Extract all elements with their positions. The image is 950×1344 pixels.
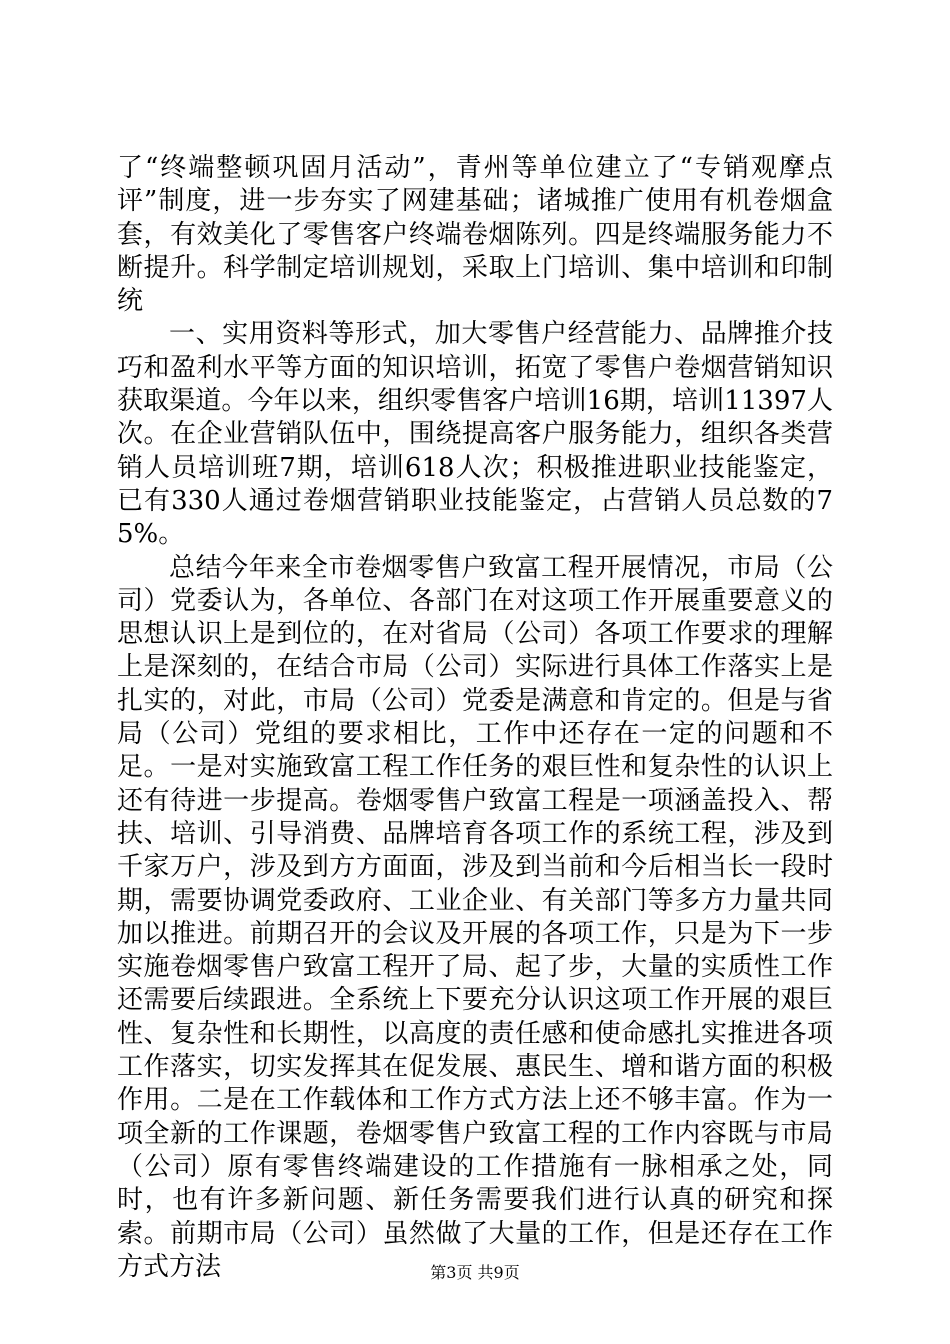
paragraph-1: 了“终端整顿巩固月活动”，青州等单位建立了“专销观摩点评”制度，进一步夯实了网建基础；诸城推广使用有机卷烟盒套，有效美化了零售客户终端卷烟陈列。四是终端服务能力不断提升。科学制定培训规划，采取上门培训、集中培训和印制统 [117, 153, 833, 317]
document-body [117, 152, 833, 1284]
paragraph-3: 总结今年来全市卷烟零售户致富工程开展情况，市局（公司）党委认为，各单位、各部门在对这项工作开展重要意义的思想认识上是到位的，在对省局（公司）各项工作要求的理解上是深刻的，在结合市局（公司）实际进行具体工作落实上是扎实的，对此，市局（公司）党委是满意和肯定的。但是与省局（公司）党组的要求相比，工作中还存在一定的问题和不足。一是对实施致富工程工作任务的艰巨性和复杂性的认识上还有待进一步提高。卷烟零售户致富工程是一项涵盖投入、帮扶、培训、引导消费、品牌培育各项工作的系统工程，涉及到千家万户，涉及到方方面面，涉及到当前和今后相当长一段时期，需要协调党委政府、工业企业、有关部门等多方力量共同加以推进。前期召开的会议及开展的各项工作，只是为下一步实施卷烟零售户致富工程开了局、起了步，大量的实质性工作还需要后续跟进。全系统上下要充分认识这项工作开展的艰巨性、复杂性和长期性，以高度的责任感和使命感扎实推进各项工作落实，切实发挥其在促发展、惠民生、增和谐方面的积极作用。二是在工作载体和工作方式方法上还不够丰富。作为一项全新的工作课题，卷烟零售户致富工程的工作内容既与市局（公司）原有零售终端建设的工作措施有一脉相承之处，同时，也有许多新问题、新任务需要我们进行认真的研究和探索。前期市局（公司）虽然做了大量的工作，但是还存在工作方式方法 [117, 552, 833, 1282]
page-number-footer: 第3页 共9页 [430, 1263, 520, 1282]
paragraph-2: 一、实用资料等形式，加大零售户经营能力、品牌推介技巧和盈利水平等方面的知识培训，拓宽了零售户卷烟营销知识获取渠道。今年以来，组织零售客户培训16期，培训11397人次。在企业营销队伍中，围绕提高客户服务能力，组织各类营销人员培训班7期，培训618人次；积极推进职业技能鉴定，已有330人通过卷烟营销职业技能鉴定，占营销人员总数的75%。 [117, 319, 833, 550]
